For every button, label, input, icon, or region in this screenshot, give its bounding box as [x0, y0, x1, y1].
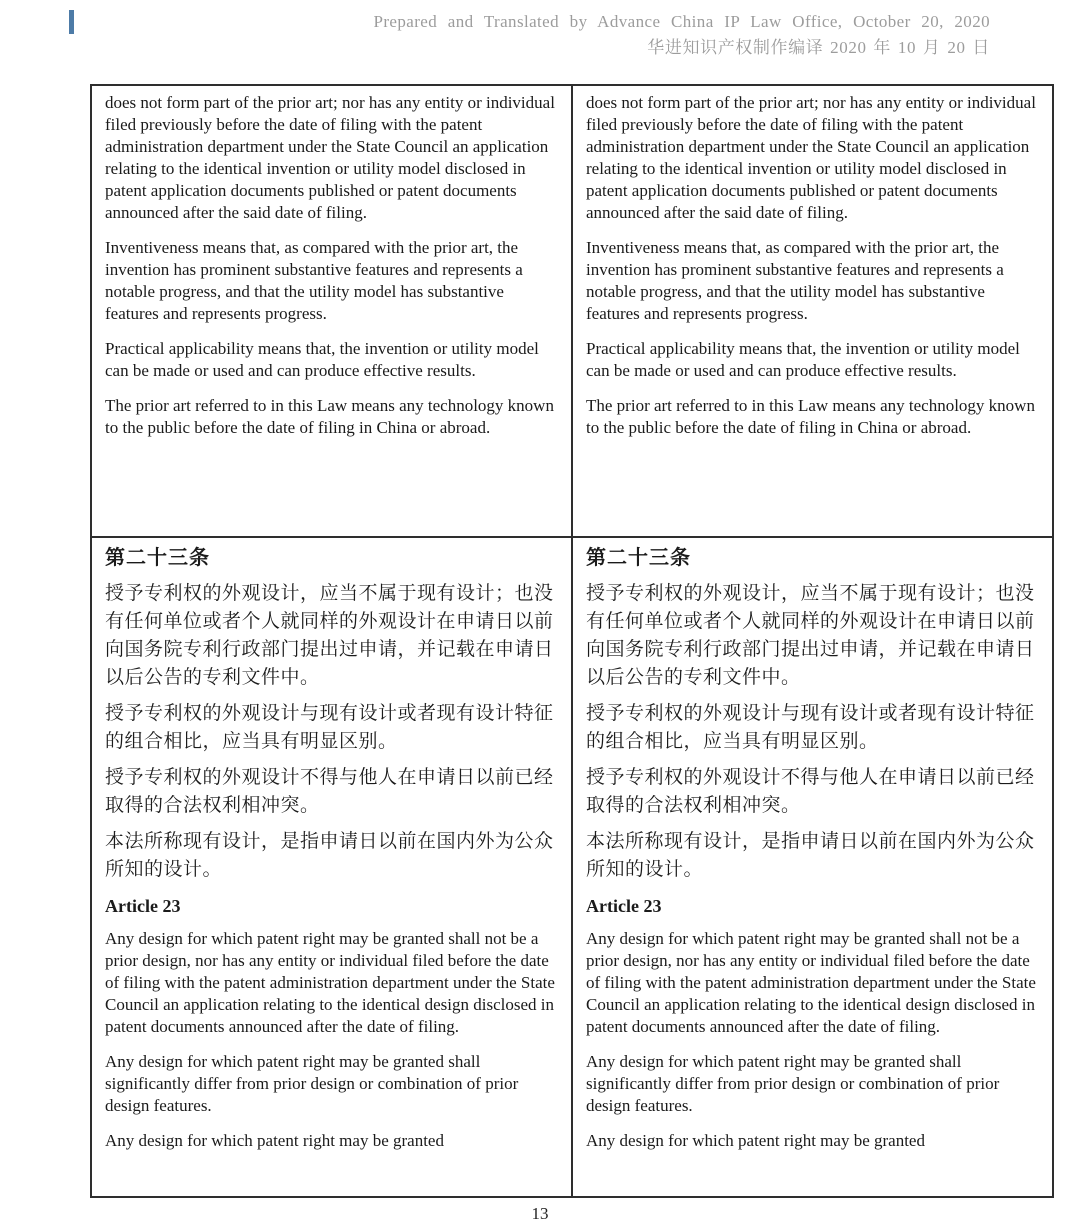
header-text-block — [0, 9, 1080, 61]
cell-row2-left — [91, 537, 572, 1197]
paragraph-zh-design-distinction: 授予专利权的外观设计与现有设计或者现有设计特征的组合相比，应当具有明显区别。 — [105, 703, 554, 752]
cell-row1-left — [91, 85, 572, 537]
cell-content — [586, 544, 1038, 1196]
paragraph-zh-prior-design-definition: 本法所称现有设计，是指申请日以前在国内外为公众所知的设计。 — [105, 831, 554, 880]
header-line-chinese: 华进知识产权制作编译 2020 年 10 月 20 日 — [647, 38, 990, 57]
paragraph-zh-design-conflict: 授予专利权的外观设计不得与他人在申请日以前已经取得的合法权利相冲突。 — [586, 767, 1035, 816]
paragraph-en-design-distinction: Any design for which patent right may be granted shall significantly differ from prior design or combination of prior design features. — [586, 1052, 1000, 1115]
paragraph-en-design-novelty: Any design for which patent right may be granted shall not be a prior design, nor has any entity or individual filed before the date of filing with the patent administration department under the State Council an application relating to the identical design disclosed in patent documents announced after the date of filing. — [586, 929, 1036, 1036]
paragraph-prior-art: does not form part of the prior art; nor has any entity or individual filed previously before the date of filing with the patent administration department under the State Council an application relating to the identical invention or utility model disclosed in patent application documents published or patent documents announced after the said date of filing. — [586, 93, 1036, 222]
text-cursor-bar — [69, 10, 74, 34]
cell-row1-right — [572, 85, 1053, 537]
table-row-prior-art — [91, 85, 1053, 537]
table-row-article-23 — [91, 537, 1053, 1197]
header-line-english: Prepared and Translated by Advance China IP Law Office, October 20, 2020 — [373, 12, 990, 31]
paragraph-en-design-novelty: Any design for which patent right may be granted shall not be a prior design, nor has any entity or individual filed before the date of filing with the patent administration department under the State Council an application relating to the identical design disclosed in patent documents announced after the date of filing. — [105, 929, 555, 1036]
paragraph-zh-design-conflict: 授予专利权的外观设计不得与他人在申请日以前已经取得的合法权利相冲突。 — [105, 767, 554, 816]
paragraph-inventiveness: Inventiveness means that, as compared with the prior art, the invention has prominent substantive features and represents a notable progress, and that the utility model has substantive features and represents progress. — [586, 238, 1004, 323]
cell-content — [105, 92, 557, 536]
paragraph-zh-prior-design-definition: 本法所称现有设计，是指申请日以前在国内外为公众所知的设计。 — [586, 831, 1035, 880]
paragraph-practical-applicability: Practical applicability means that, the invention or utility model can be made or used and can produce effective results. — [586, 339, 1020, 380]
bilingual-comparison-table — [90, 84, 1054, 1198]
paragraph-en-design-conflict-truncated: Any design for which patent right may be granted — [586, 1131, 925, 1150]
page-header — [0, 0, 1080, 64]
paragraph-practical-applicability: Practical applicability means that, the invention or utility model can be made or used and can produce effective results. — [105, 339, 539, 380]
cell-row2-right — [572, 537, 1053, 1197]
article-heading-english: Article 23 — [105, 896, 181, 916]
paragraph-prior-art-definition: The prior art referred to in this Law means any technology known to the public before the date of filing in China or abroad. — [586, 396, 1035, 437]
article-heading-chinese: 第二十三条 — [586, 547, 691, 569]
paragraph-en-design-conflict-truncated: Any design for which patent right may be granted — [105, 1131, 444, 1150]
paragraph-zh-design-novelty: 授予专利权的外观设计，应当不属于现有设计；也没有任何单位或者个人就同样的外观设计在申请日以前向国务院专利行政部门提出过申请，并记载在申请日以后公告的专利文件中。 — [105, 583, 554, 688]
paragraph-prior-art-definition: The prior art referred to in this Law means any technology known to the public before the date of filing in China or abroad. — [105, 396, 554, 437]
cell-content — [105, 544, 557, 1196]
cell-content — [586, 92, 1038, 536]
paragraph-zh-design-distinction: 授予专利权的外观设计与现有设计或者现有设计特征的组合相比，应当具有明显区别。 — [586, 703, 1035, 752]
paragraph-zh-design-novelty: 授予专利权的外观设计，应当不属于现有设计；也没有任何单位或者个人就同样的外观设计在申请日以前向国务院专利行政部门提出过申请，并记载在申请日以后公告的专利文件中。 — [586, 583, 1035, 688]
page-number: 13 — [531, 1204, 549, 1223]
paragraph-prior-art: does not form part of the prior art; nor has any entity or individual filed previously before the date of filing with the patent administration department under the State Council an application relating to the identical invention or utility model disclosed in patent application documents published or patent documents announced after the said date of filing. — [105, 93, 555, 222]
paragraph-inventiveness: Inventiveness means that, as compared with the prior art, the invention has prominent substantive features and represents a notable progress, and that the utility model has substantive features and represents progress. — [105, 238, 523, 323]
article-heading-chinese: 第二十三条 — [105, 547, 210, 569]
paragraph-en-design-distinction: Any design for which patent right may be granted shall significantly differ from prior design or combination of prior design features. — [105, 1052, 519, 1115]
article-heading-english: Article 23 — [586, 896, 662, 916]
